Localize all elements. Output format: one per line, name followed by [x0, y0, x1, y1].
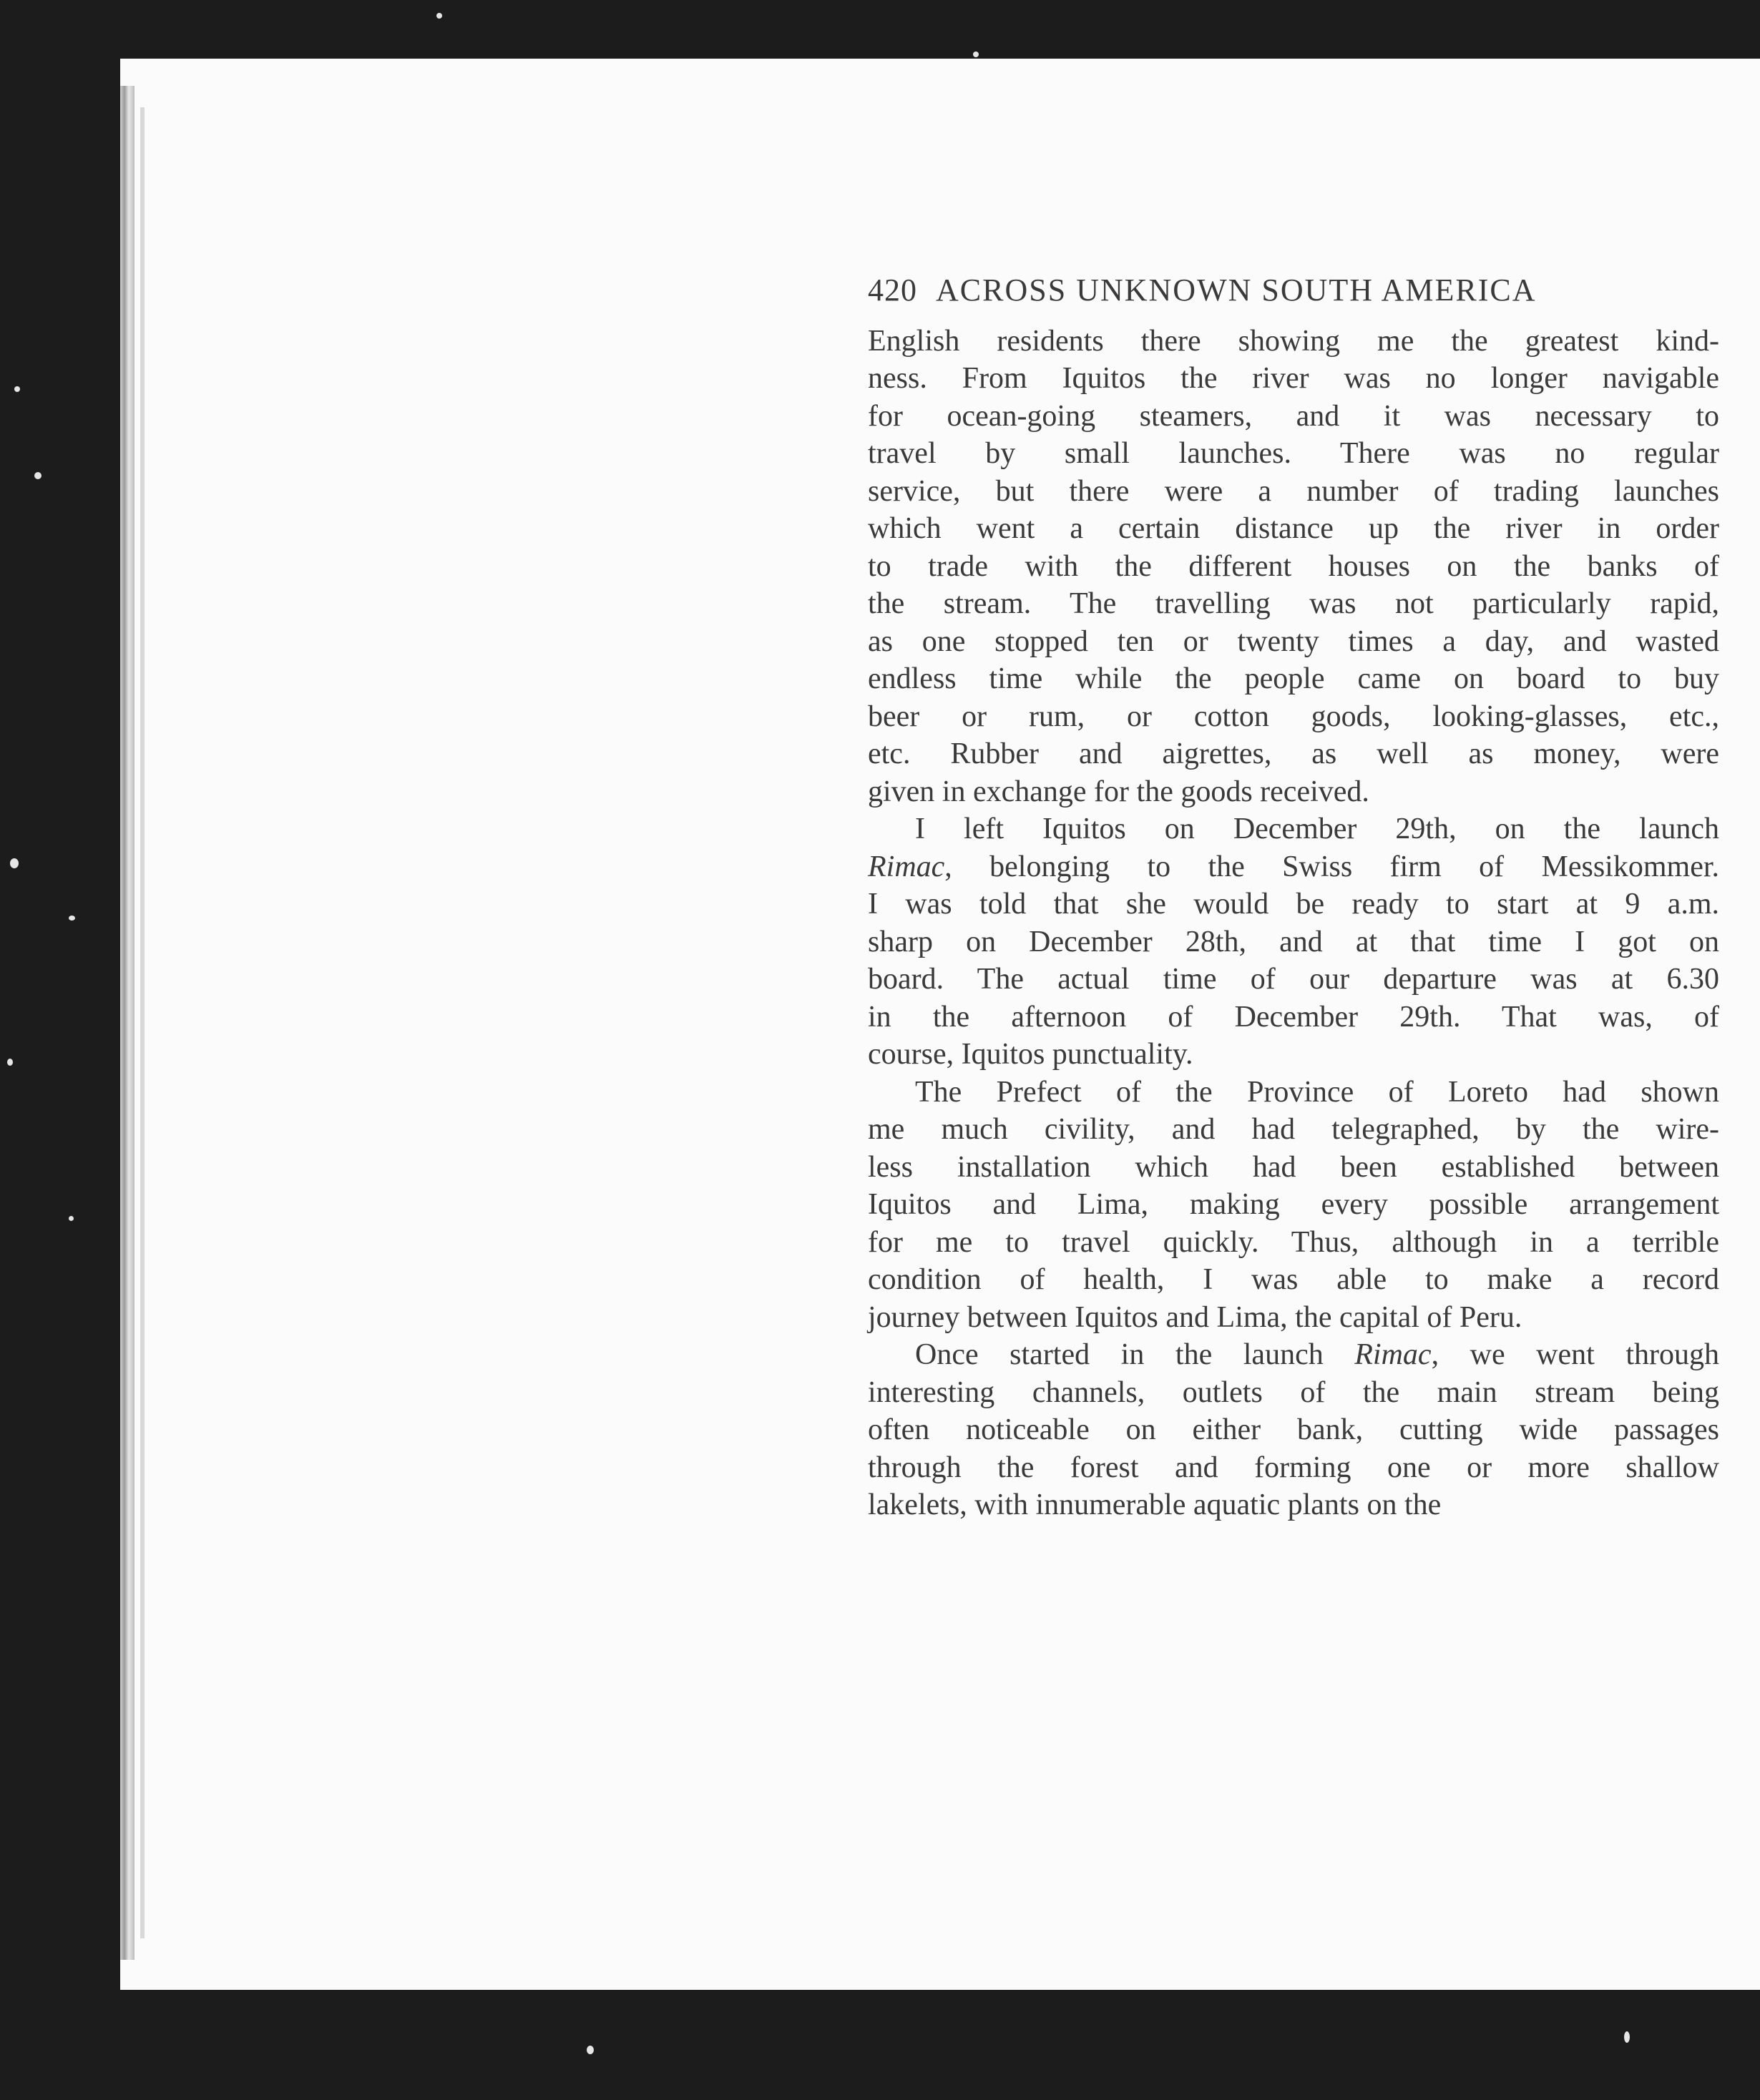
text-line: [868, 1074, 1719, 1112]
text-line: [868, 660, 1719, 698]
text-run: course, Iquitos punctuality.: [868, 1038, 1193, 1071]
text-line: [868, 1336, 1719, 1374]
paragraph: [868, 323, 1719, 811]
text-line: [868, 1261, 1719, 1299]
text-run: Once started in the launch: [915, 1338, 1355, 1371]
text-line: [868, 548, 1719, 586]
text-run: often noticeable on either bank, cutting wide passages: [868, 1413, 1719, 1446]
text-line: [868, 323, 1719, 360]
running-header: [868, 272, 1719, 310]
paragraph: [868, 1336, 1719, 1524]
text-line: [868, 1449, 1719, 1487]
text-line: [868, 773, 1719, 811]
text-run: etc. Rubber and aigrettes, as well as money, were: [868, 737, 1719, 770]
text-run: to trade with the different houses on the banks of: [868, 549, 1719, 583]
text-line: [868, 885, 1719, 923]
text-run: Iquitos and Lima, making every possible arrangement: [868, 1188, 1719, 1221]
film-speck: [10, 858, 19, 868]
text-run: I left Iquitos on December 29th, on the launch: [915, 813, 1719, 845]
text-line: [868, 1036, 1719, 1074]
text-run: ness. From Iquitos the river was no longer navigable: [868, 362, 1719, 395]
text-line: [868, 1299, 1719, 1337]
text-run: English residents there showing me the greatest kind-: [868, 324, 1719, 358]
text-line: [868, 1411, 1719, 1449]
text-run: interesting channels, outlets of the main stream being: [868, 1375, 1719, 1409]
film-speck: [34, 472, 41, 479]
paragraph: [868, 810, 1719, 1074]
text-run: condition of health, I was able to make a record: [868, 1263, 1719, 1296]
text-run: for ocean-going steamers, and it was necessary to: [868, 399, 1719, 433]
text-line: [868, 1186, 1719, 1224]
film-speck: [14, 386, 20, 392]
film-speck: [973, 51, 979, 57]
text-run: which went a certain distance up the river in order: [868, 512, 1719, 545]
text-line: [868, 398, 1719, 436]
paragraph: [868, 1074, 1719, 1337]
text-line: [868, 473, 1719, 511]
text-line: [868, 961, 1719, 999]
text-line: [868, 1111, 1719, 1149]
text-run: service, but there were a number of trading launches: [868, 474, 1719, 508]
film-speck: [1624, 2031, 1630, 2043]
text-line: [868, 1374, 1719, 1412]
text-line: [868, 848, 1719, 886]
text-line: [868, 585, 1719, 623]
text-line: [868, 360, 1719, 398]
text-run: lakelets, with innumerable aquatic plants on the: [868, 1488, 1442, 1521]
text-run: The Prefect of the Province of Loreto had shown: [915, 1075, 1719, 1109]
text-run: , belonging to the Swiss firm of Messikommer.: [944, 850, 1719, 883]
text-run: board. The actual time of our departure was at 6.30: [868, 963, 1719, 996]
italic-text: Rimac: [1354, 1338, 1432, 1371]
page-number: 420: [868, 273, 917, 308]
text-run: through the forest and forming one or more shallow: [868, 1451, 1719, 1484]
film-speck: [69, 1216, 74, 1221]
text-line: [868, 735, 1719, 773]
text-line: [868, 999, 1719, 1036]
italic-text: Rimac: [868, 850, 945, 883]
text-run: in the afternoon of December 29th. That was, of: [868, 1000, 1719, 1034]
text-line: [868, 810, 1719, 848]
text-run: I was told that she would be ready to start at 9 a.m.: [868, 888, 1719, 921]
text-run: me much civility, and had telegraphed, by the wire-: [868, 1113, 1719, 1146]
text-line: [868, 1486, 1719, 1524]
page-text: [868, 272, 1719, 1524]
text-line: [868, 510, 1719, 548]
text-run: as one stopped ten or twenty times a day, and wasted: [868, 624, 1719, 658]
text-line: [868, 923, 1719, 961]
text-run: less installation which had been established between: [868, 1150, 1719, 1184]
body-text: [868, 323, 1719, 1524]
film-speck: [587, 2046, 594, 2054]
film-speck: [7, 1059, 13, 1066]
text-line: [868, 1224, 1719, 1262]
running-title: ACROSS UNKNOWN SOUTH AMERICA: [936, 273, 1537, 308]
page-gutter-fold: [140, 107, 145, 1938]
text-run: journey between Iquitos and Lima, the capital of Peru.: [868, 1300, 1522, 1334]
text-line: [868, 435, 1719, 473]
text-run: sharp on December 28th, and at that time I got on: [868, 925, 1719, 958]
text-run: beer or rum, or cotton goods, looking-glasses, etc.,: [868, 700, 1719, 733]
text-run: the stream. The travelling was not particularly rapid,: [868, 587, 1719, 620]
page-gutter-edge: [120, 86, 135, 1960]
text-line: [868, 1149, 1719, 1187]
film-speck: [69, 916, 75, 921]
text-run: , we went through: [1431, 1338, 1719, 1371]
text-line: [868, 623, 1719, 661]
text-run: endless time while the people came on board to buy: [868, 662, 1719, 695]
text-run: for me to travel quickly. Thus, although in a terrible: [868, 1225, 1719, 1259]
text-run: given in exchange for the goods received.: [868, 775, 1369, 808]
text-line: [868, 698, 1719, 736]
text-run: travel by small launches. There was no regular: [868, 437, 1719, 470]
film-speck: [436, 13, 442, 19]
